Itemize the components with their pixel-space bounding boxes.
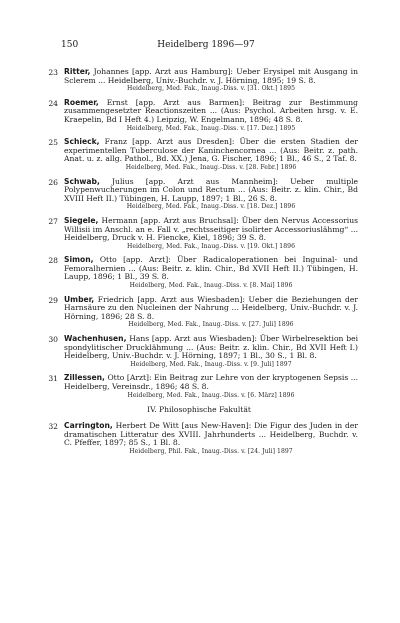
entry-text (64, 335, 358, 361)
dissertation-note: Heidelberg, Med. Fak., Inaug.-Diss. v. [28. Febr.] 1896 (125, 163, 297, 171)
dissertation-note: Heidelberg, Med. Fak., Inaug.-Diss. v. [9. Juli] 1897 (130, 360, 292, 368)
dissertation-note: Heidelberg, Med. Fak., Inaug.-Diss. v. [6. März] 1896 (127, 391, 295, 399)
section-heading: IV. Philosophische Fakultät (147, 405, 251, 415)
entry-text (64, 422, 358, 448)
dissertation-note: Heidelberg, Phil. Fak., Inaug.-Diss. v. [24. Juli] 1897 (129, 447, 293, 455)
entry-description: Otto [Arzt]: Ein Beitrag zur Lehre von der kryptogenen Sepsis ... Heidelberg, Vereinsdr., 1896; 48 S. 8. (64, 373, 358, 391)
author-name: Wachenhusen, (64, 334, 127, 344)
entry-25 (40, 138, 358, 171)
entry-number: 25 (48, 138, 58, 148)
entry-text (64, 99, 358, 125)
entry-29 (40, 296, 358, 329)
running-title: Heidelberg 1896—97 (157, 40, 255, 50)
entry-description: Friedrich [app. Arzt aus Wiesbaden]: Ueber die Beziehungen der Harnsäure zu den Nucleinen der Nahrung ... Heidelberg, Univ.-Buchdr. v. J. Hörning, 1896; 28 S. 8. (64, 294, 358, 321)
entry-description: Julius [app. Arzt aus Mannheim]: Ueber multiple Polypenwucherungen im Colon und Rectum ... (Aus: Beitr. z. klin. Chir., Bd XVIII Heft II.) Tübingen, H. Laupp, 1897; 1 Bl., 26 S. 8. (64, 176, 358, 203)
entry-text (64, 296, 358, 322)
entry-description: Otto [app. Arzt]: Über Radicaloperationen bei Inguinal- und Femoralhernien ... (Aus: Beitr. z. klin. Chir., Bd XVII Heft II.) Tübingen, H. Laupp, 1896; 1 Bl., 39 S. 8. (64, 255, 358, 282)
dissertation-note: Heidelberg, Med. Fak., Inaug.-Diss. v. [18. Dez.] 1896 (126, 203, 296, 211)
entry-23 (40, 68, 358, 93)
author-name: Umber, (64, 294, 95, 304)
entry-number: 32 (48, 422, 58, 432)
entry-31 (40, 374, 358, 399)
entry-number: 29 (48, 295, 58, 305)
entry-text (64, 217, 358, 243)
dissertation-note: Heidelberg, Med. Fak., Inaug.-Diss. v. [19. Okt.] 1896 (126, 242, 296, 250)
entry-number: 24 (48, 98, 58, 108)
author-name: Roemer, (64, 97, 99, 107)
author-name: Siegele, (64, 215, 99, 225)
entry-description: Hans [app. Arzt aus Wiesbaden]: Über Wirbelresektion bei spondylitischer Drucklähmung ... (Aus: Beitr. z. klin. Chir., Bd XVII Heft I.) Heidelberg, Univ.-Buchdr. v. J. Hörning, 1897; 1 Bl., 30 S., 1 Bl. 8. (64, 334, 358, 361)
entry-26 (40, 178, 358, 211)
entry-description: Johannes [app. Arzt aus Hamburg]: Ueber Erysipel mit Ausgang in Sclerem ... Heidelberg, Univ.-Buchdr. v. J. Hörning, 1895; 19 S. 8. (64, 67, 358, 85)
author-name: Ritter, (64, 67, 91, 76)
entry-number: 30 (48, 335, 58, 345)
entry-description: Ernst [app. Arzt aus Barmen]: Beitrag zur Bestimmung zusammengesetzter Reactionszeiten ... (Aus: Psychol. Arbeiten hrsg. v. E. Kraepelin, Bd I Heft 4.) Leipzig, W. Engelmann, 1896; 48 S. 8. (64, 97, 358, 124)
author-name: Zillessen, (64, 373, 105, 383)
page-header (61, 40, 351, 54)
entry-text (64, 374, 358, 391)
author-name: Schwab, (64, 176, 100, 186)
dissertation-note: Heidelberg, Med. Fak., Inaug.-Diss. v. [31. Okt.] 1895 (126, 85, 296, 93)
entry-text (64, 256, 358, 282)
entry-number: 26 (48, 177, 58, 187)
author-name: Schieck, (64, 137, 100, 147)
entry-number: 27 (48, 216, 58, 226)
entry-27 (40, 217, 358, 250)
page-number: 150 (61, 40, 79, 50)
entry-30 (40, 335, 358, 368)
entry-text (64, 68, 358, 85)
entry-text (64, 178, 358, 204)
dissertation-note: Heidelberg, Med. Fak., Inaug.-Diss. v. [27. Juli] 1896 (128, 321, 294, 329)
entry-number: 28 (48, 256, 58, 266)
entry-number: 23 (48, 68, 58, 77)
entry-28 (40, 256, 358, 289)
entry-list (40, 68, 358, 462)
author-name: Simon, (64, 255, 94, 265)
entry-text (64, 138, 358, 164)
entry-number: 31 (48, 374, 58, 384)
dissertation-note: Heidelberg, Med. Fak., Inaug.-Diss. v. [17. Dez.] 1895 (126, 124, 296, 132)
entry-32 (40, 422, 358, 455)
entry-description: Hermann [app. Arzt aus Bruchsal]: Über den Nervus Accessorius Willisii im Anschl. an e. Fall v. „rechtsseitiger isolirter Accessoriuslähmg“ ... Heidelberg, Druck v. H. Fiencke, Kiel, 1896; 39 S. 8. (64, 215, 358, 243)
entry-24 (40, 99, 358, 132)
author-name: Carrington, (64, 421, 113, 431)
entry-description: Franz [app. Arzt aus Dresden]: Über die ersten Stadien der experimentellen Tuberculose der Kaninchencornea ... (Aus: Beitr. z. path. Anat. u. z. allg. Pathol., Bd. XX.) Jena, G. Fischer, 1896; 1 Bl., 46 S., 2 Taf. 8. (64, 137, 358, 164)
entry-description: Herbert De Witt [aus New-Haven]: Die Figur des Juden in der dramatischen Litteratur des XVIII. Jahrhunderts ... Heidelberg, Buchdr. v. C. Pfeffer, 1897; 85 S., 1 Bl. 8. (64, 421, 358, 448)
dissertation-note: Heidelberg, Med. Fak., Inaug.-Diss. v. [8. Mai] 1896 (129, 282, 293, 290)
